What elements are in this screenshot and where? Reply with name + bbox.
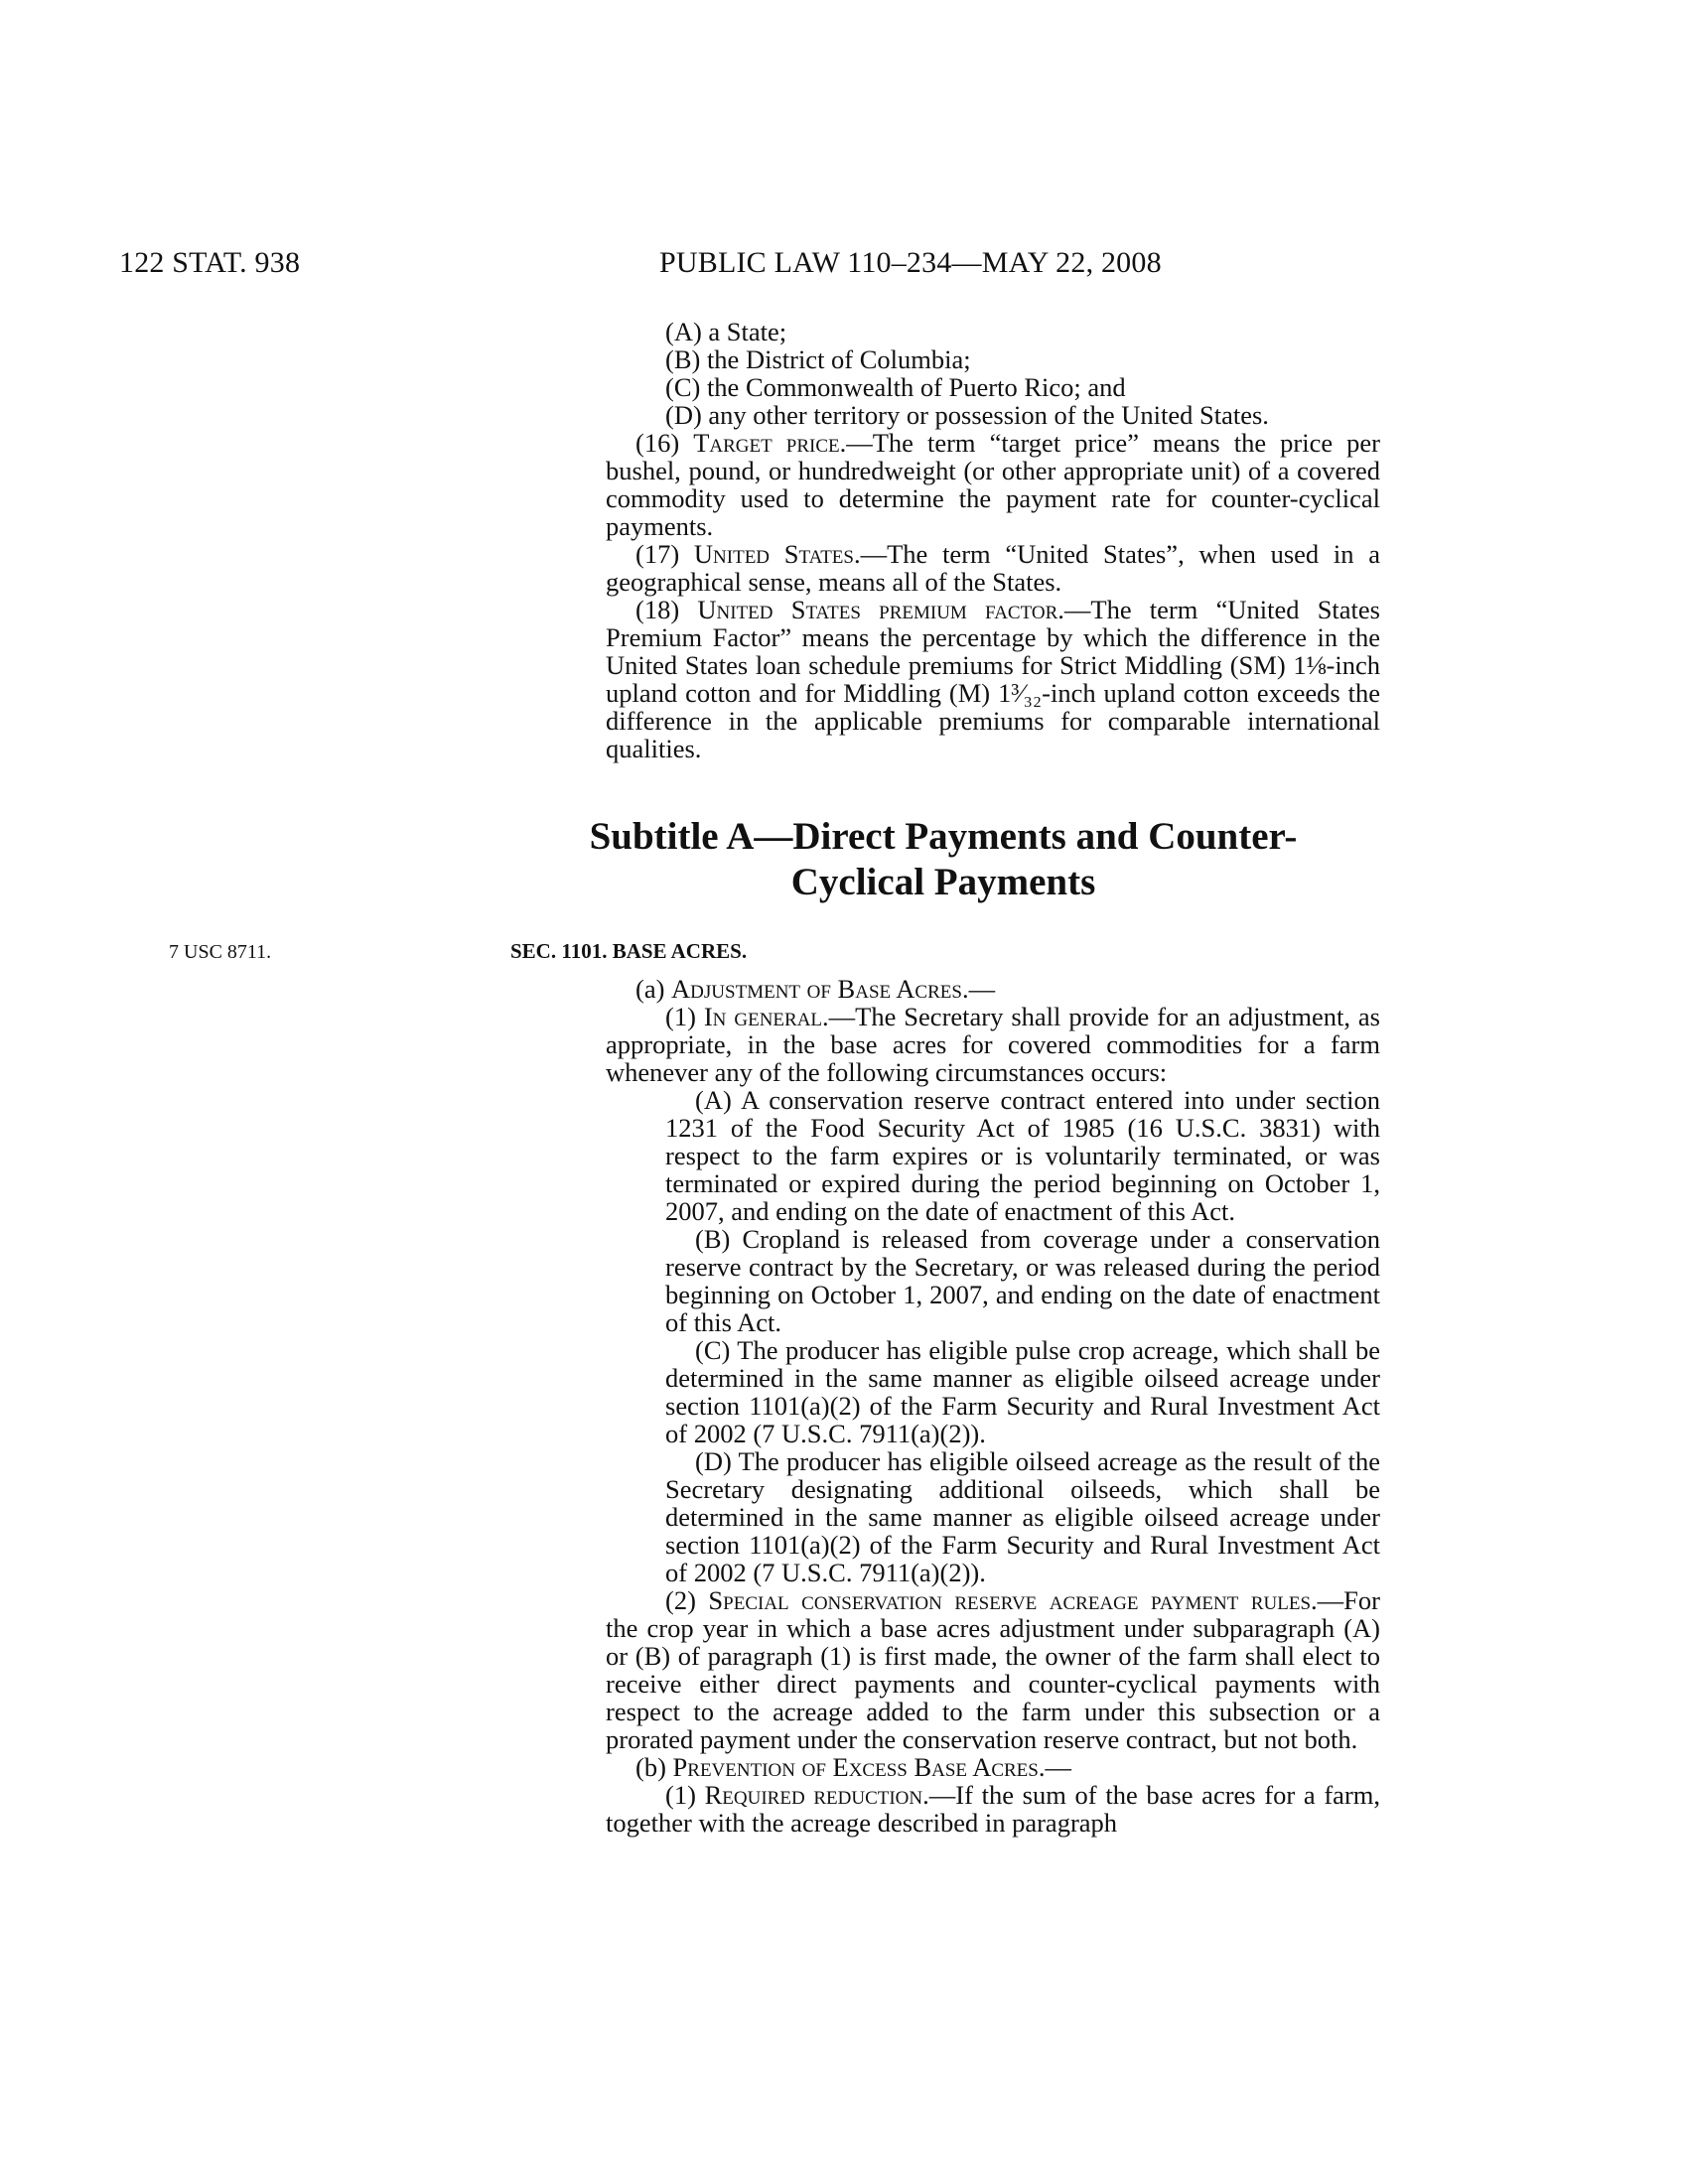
- paragraph-b1: (1) Required reduction.—If the sum of the base acres for a farm, together with the acreage described in paragraph: [606, 1780, 1381, 1838]
- subtitle-heading: Subtitle A—Direct Payments and Counter- Cyclical Payments: [589, 815, 1298, 903]
- list-item-b: (B) the District of Columbia;: [665, 344, 971, 374]
- definition-17-heading: United States: [693, 539, 854, 569]
- definition-16: (16) Target price.—The term “target price” means the price per bushel, pound, or hundredweight (or other appropriate unit) of a covered commodity used to determine the payment rate for counter-cyclical payments.: [606, 428, 1380, 541]
- subparagraph-b: (B) Cropland is released from coverage under a conservation reserve contract by the Secretary, or was released during the period beginning on October 1, 2007, and ending on the date of enactment of this Act.: [665, 1224, 1380, 1337]
- page-stat-citation: 122 STAT. 938: [119, 246, 301, 279]
- page-law-header: PUBLIC LAW 110–234—MAY 22, 2008: [659, 246, 1162, 279]
- subsection-a-heading: (a) Adjustment of Base Acres.—: [635, 974, 996, 1004]
- section-heading: SEC. 1101. BASE ACRES.: [510, 939, 748, 963]
- paragraph-2: (2) Special conservation reserve acreage payment rules.—For the crop year in which a base acres adjustment under subparagraph (A) or (B) of paragraph (1) is first made, the owner of the farm shall elect to receive either direct payments and counter-cyclical payments with respect to the acreage added to the farm under this subsection or a prorated payment under the conservation reserve contract, but not both.: [606, 1585, 1380, 1754]
- definition-18-heading: United States premium factor: [697, 595, 1058, 624]
- list-item-d: (D) any other territory or possession of the United States.: [665, 400, 1269, 430]
- definition-18: (18) United States premium factor.—The term “United States Premium Factor” means the percentage by which the difference in the United States loan schedule premiums for Strict Middling (SM) 1⅛-inch upland cotton and for Middling (M) 1³⁄₃₂-inch upland cotton exceeds the difference in the applicable premiums for comparable international qualities.: [606, 595, 1380, 763]
- subsection-b-heading: (b) Prevention of Excess Base Acres.—: [635, 1752, 1071, 1782]
- margin-citation: 7 USC 8711.: [169, 941, 272, 963]
- subparagraph-c: (C) The producer has eligible pulse crop acreage, which shall be determined in the same manner as eligible oilseed acreage under section 1101(a)(2) of the Farm Security and Rural Investment Act of 2002 (7 U.S.C. 7911(a)(2)).: [665, 1335, 1380, 1448]
- list-item-c: (C) the Commonwealth of Puerto Rico; and: [665, 372, 1126, 402]
- paragraph-1: (1) In general.—The Secretary shall provide for an adjustment, as appropriate, in the base acres for covered commodities for a farm whenever any of the following circumstances occurs:: [606, 1002, 1380, 1087]
- definitions-block: [606, 318, 1380, 762]
- section-body: [606, 975, 1380, 1837]
- definition-17: (17) United States.—The term “United States”, when used in a geographical sense, means all of the States.: [606, 539, 1381, 597]
- subparagraph-d: (D) The producer has eligible oilseed acreage as the result of the Secretary designating additional oilseeds, which shall be determined in the same manner as eligible oilseed acreage under section 1101(a)(2) of the Farm Security and Rural Investment Act of 2002 (7 U.S.C. 7911(a)(2)).: [665, 1446, 1380, 1587]
- list-item-a: (A) a State;: [665, 317, 787, 346]
- definition-16-heading: Target price: [693, 428, 840, 458]
- subparagraph-a: (A) A conservation reserve contract entered into under section 1231 of the Food Security Act of 1985 (16 U.S.C. 3831) with respect to the farm expires or is voluntarily terminated, or was terminated or expired during the period beginning on October 1, 2007, and ending on the date of enactment of this Act.: [665, 1085, 1380, 1226]
